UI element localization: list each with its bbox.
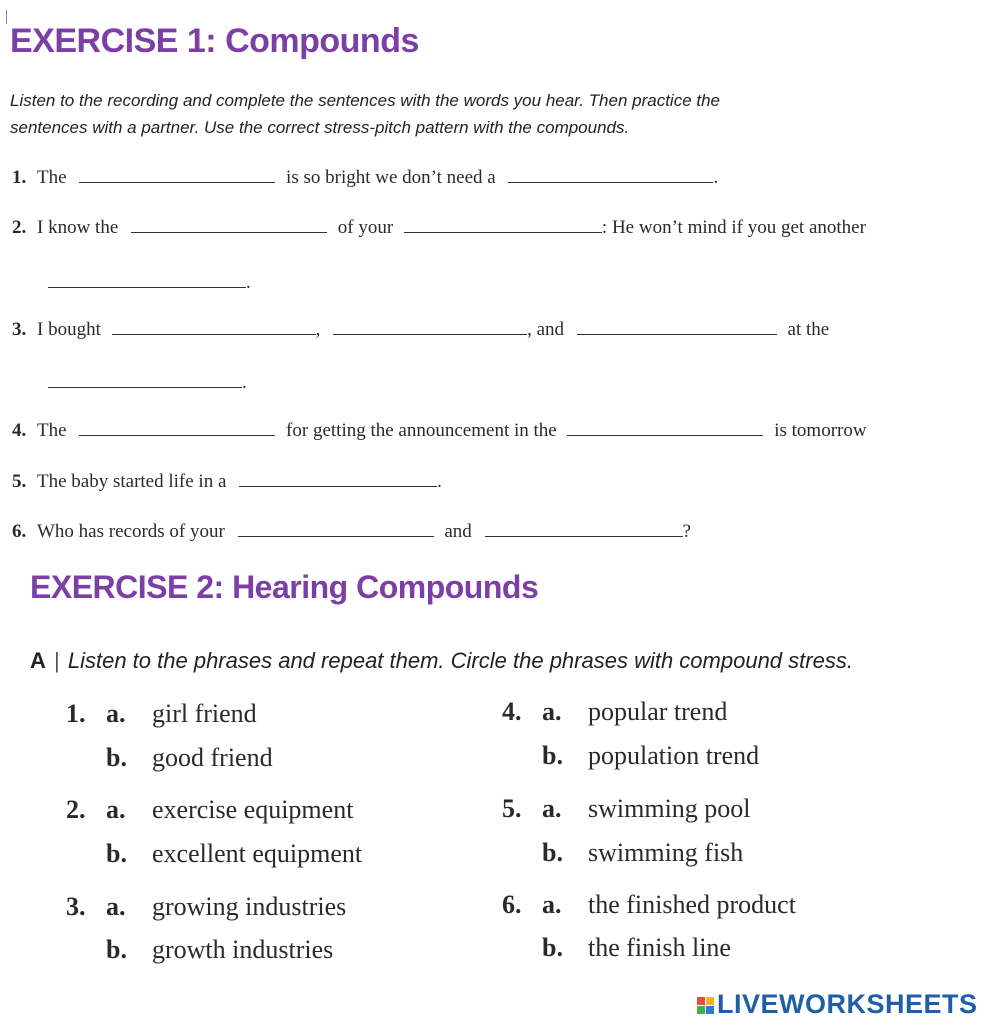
ex2-item-2a	[66, 795, 353, 825]
phrase-option[interactable]: swimming pool	[588, 794, 751, 823]
ex2-item-6a	[502, 890, 796, 920]
answer-blank[interactable]	[404, 218, 602, 233]
part-label: A	[30, 648, 46, 673]
answer-blank[interactable]	[508, 168, 713, 183]
margin-mark	[6, 10, 7, 24]
phrase-option[interactable]: excellent equipment	[152, 839, 363, 868]
ex1-item-6	[12, 521, 691, 543]
item-number: 2.	[66, 795, 86, 824]
answer-blank[interactable]	[239, 472, 437, 487]
ex1-item-4	[12, 420, 867, 442]
item-text: .	[242, 372, 247, 393]
item-text: at the	[787, 319, 830, 340]
item-text: , and	[527, 319, 565, 340]
phrase-option[interactable]: population trend	[588, 741, 760, 770]
item-text: and	[444, 521, 472, 542]
answer-blank[interactable]	[48, 373, 242, 388]
item-text: .	[246, 272, 251, 293]
answer-blank[interactable]	[48, 273, 246, 288]
ex2-item-1a	[66, 699, 257, 729]
item-text: The baby started life in a	[37, 471, 227, 492]
option-label: a.	[542, 697, 562, 726]
option-label: a.	[106, 892, 126, 921]
item-number: 4.	[502, 697, 522, 726]
option-label: a.	[106, 795, 126, 824]
item-text: The	[37, 420, 67, 441]
option-label: a.	[106, 699, 126, 728]
answer-blank[interactable]	[112, 320, 316, 335]
ex2-item-6b	[542, 933, 731, 963]
answer-blank[interactable]	[577, 320, 777, 335]
item-number: 5.	[502, 794, 522, 823]
item-text: : He won’t mind if you get another	[601, 217, 866, 238]
part-instructions: Listen to the phrases and repeat them. Circle the phrases with compound stress.	[67, 648, 853, 673]
phrase-option[interactable]: growing industries	[152, 892, 347, 921]
phrase-option[interactable]: the finished product	[588, 890, 796, 919]
item-text: ,	[315, 319, 321, 340]
option-label: b.	[542, 741, 563, 770]
ex1-item-3	[12, 319, 829, 341]
item-number: 6.	[12, 521, 27, 542]
option-label: b.	[106, 839, 127, 868]
phrase-option[interactable]: swimming fish	[588, 838, 744, 867]
item-text: ?	[682, 521, 691, 542]
ex2-item-5a	[502, 794, 751, 824]
ex2-item-2b	[106, 839, 362, 869]
ex2-item-5b	[542, 838, 743, 868]
ex1-item-2-continued	[48, 272, 251, 294]
item-number: 5.	[12, 471, 27, 492]
exercise1-instructions-line2: sentences with a partner. Use the correct stress-pitch pattern with the compounds.	[10, 118, 630, 137]
logo-text: LIVEWORKSHEETS	[717, 989, 978, 1019]
liveworksheets-icon	[697, 997, 714, 1014]
option-label: b.	[542, 838, 563, 867]
phrase-option[interactable]: girl friend	[152, 699, 257, 728]
answer-blank[interactable]	[485, 522, 683, 537]
item-number: 3.	[66, 892, 86, 921]
option-label: a.	[542, 794, 562, 823]
item-number: 3.	[12, 319, 27, 340]
item-text: Who has records of your	[37, 521, 225, 542]
item-number: 4.	[12, 420, 27, 441]
phrase-option[interactable]: popular trend	[588, 697, 728, 726]
ex2-item-1b	[106, 743, 273, 773]
ex1-item-2	[12, 217, 866, 239]
ex2-item-4a	[502, 697, 727, 727]
ex1-item-3-continued	[48, 372, 247, 394]
exercise2-part-a-instructions	[30, 648, 853, 674]
option-label: b.	[106, 743, 127, 772]
phrase-option[interactable]: growth industries	[152, 935, 334, 964]
item-text: I bought	[37, 319, 101, 340]
item-number: 2.	[12, 217, 27, 238]
item-text: The	[37, 167, 67, 188]
item-text: of your	[337, 217, 394, 238]
answer-blank[interactable]	[567, 421, 763, 436]
option-label: b.	[106, 935, 127, 964]
ex1-item-5	[12, 471, 442, 493]
answer-blank[interactable]	[333, 320, 527, 335]
option-label: b.	[542, 933, 563, 962]
exercise1-instructions-line1: Listen to the recording and complete the sentences with the words you hear. Then practice the	[10, 91, 721, 110]
phrase-option[interactable]: exercise equipment	[152, 795, 354, 824]
item-text: is tomorrow	[774, 420, 867, 441]
answer-blank[interactable]	[79, 421, 275, 436]
item-text: .	[713, 167, 719, 188]
ex2-item-3a	[66, 892, 346, 922]
answer-blank[interactable]	[238, 522, 434, 537]
part-divider: |	[54, 648, 60, 673]
ex2-item-4b	[542, 741, 759, 771]
item-text: is so bright we don’t need a	[286, 167, 496, 188]
answer-blank[interactable]	[79, 168, 275, 183]
phrase-option[interactable]: good friend	[152, 743, 273, 772]
item-text: I know the	[37, 217, 119, 238]
item-number: 1.	[12, 167, 27, 188]
exercise2-title: EXERCISE 2: Hearing Compounds	[30, 569, 539, 605]
option-label: a.	[542, 890, 562, 919]
item-text: .	[437, 471, 442, 492]
item-text: for getting the announcement in the	[286, 420, 557, 441]
item-number: 1.	[66, 699, 86, 728]
ex1-item-1	[12, 167, 718, 189]
phrase-option[interactable]: the finish line	[588, 933, 731, 962]
liveworksheets-logo	[697, 989, 978, 1020]
ex2-item-3b	[106, 935, 333, 965]
exercise1-title: EXERCISE 1: Compounds	[10, 22, 419, 60]
item-number: 6.	[502, 890, 522, 919]
answer-blank[interactable]	[131, 218, 327, 233]
